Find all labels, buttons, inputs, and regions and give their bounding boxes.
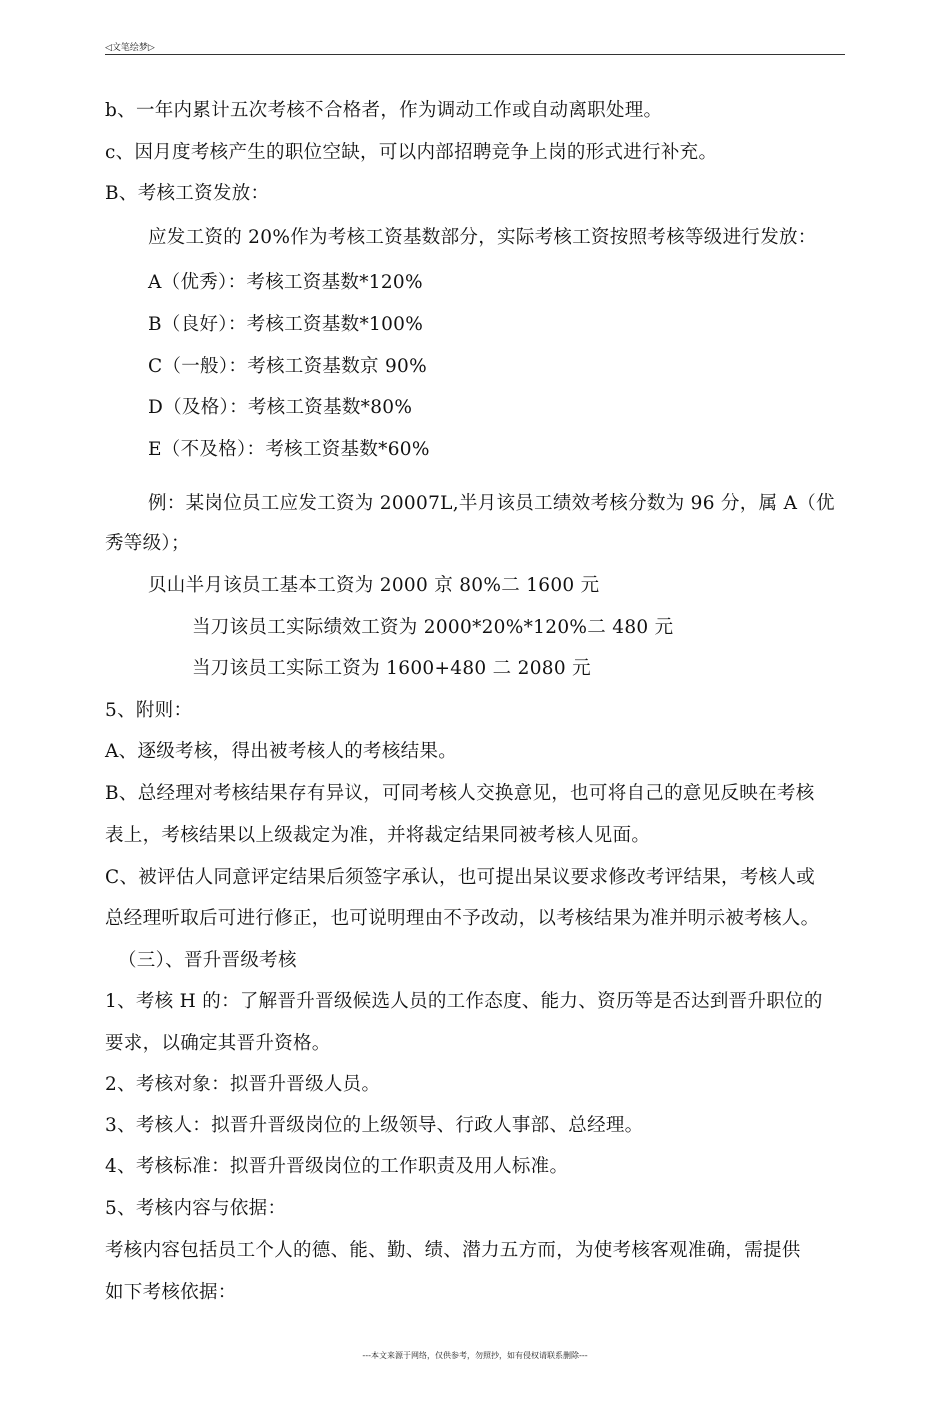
text-line: A、逐级考核，得出被考核人的考核结果。 [105, 741, 458, 762]
text-line: 应发工资的 20%作为考核工资基数部分，实际考核工资按照考核等级进行发放： [148, 227, 817, 248]
text-line: 5、附则： [105, 700, 193, 721]
text-line: 要求，以确定其晋升资格。 [105, 1033, 331, 1054]
text-line: 贝山半月该员工基本工资为 2000 京 80%二 1600 元 [148, 575, 600, 596]
text-line: 总经理听取后可进行修正，也可说明理由不予改动，以考核结果为准并明示被考核人。 [105, 908, 820, 929]
text-line: B（良好）：考核工资基数*100% [148, 314, 424, 335]
page-footer: ---本文来源于网络，仅供参考，勿照抄，如有侵权请联系删除--- [362, 1351, 588, 1360]
page-header: ◁文笔绘梦▷ [105, 43, 155, 53]
text-line: 2、考核对象：拟晋升晋级人员。 [105, 1074, 381, 1095]
text-line: b、一年内累计五次考核不合格者，作为调动工作或自动离职处理。 [105, 100, 663, 121]
text-line: 3、考核人：拟晋升晋级岗位的上级领导、行政人事部、总经理。 [105, 1115, 644, 1136]
text-line: 例：某岗位员工应发工资为 20007L,半月该员工绩效考核分数为 96 分，属 A（优 [148, 493, 835, 514]
text-line: A（优秀）：考核工资基数*120% [148, 272, 423, 293]
text-line: 秀等级）； [105, 533, 190, 554]
text-line: c、因月度考核产生的职位空缺，可以内部招聘竞争上岗的形式进行补充。 [105, 142, 718, 163]
text-line: 如下考核依据： [105, 1282, 237, 1303]
text-line: 当刀该员工实际工资为 1600+480 二 2080 元 [192, 658, 591, 679]
text-line: C（一般）：考核工资基数京 90% [148, 356, 428, 377]
text-line: 表上，考核结果以上级裁定为准，并将裁定结果同被考核人见面。 [105, 825, 651, 846]
section-heading: （三）、晋升晋级考核 [118, 950, 297, 971]
text-line: 当刀该员工实际绩效工资为 2000*20%*120%二 480 元 [192, 617, 674, 638]
text-line: 考核内容包括员工个人的德、能、勤、绩、潜力五方而，为使考核客观准确，需提供 [105, 1240, 801, 1261]
text-line: D（及格）：考核工资基数*80% [148, 397, 413, 418]
text-line: 4、考核标准：拟晋升晋级岗位的工作职责及用人标准。 [105, 1156, 569, 1177]
header-divider [105, 54, 845, 55]
text-line: E（不及格）：考核工资基数*60% [148, 439, 430, 460]
text-line: C、被评估人同意评定结果后须签字承认，也可提出杲议要求修改考评结果，考核人或 [105, 867, 816, 888]
text-line: B、总经理对考核结果存有异议，可同考核人交换意见，也可将自己的意见反映在考核 [105, 783, 815, 804]
text-line: B、考核工资发放： [105, 183, 270, 204]
text-line: 1、考核 H 的：了解晋升晋级候选人员的工作态度、能力、资历等是否达到晋升职位的 [105, 991, 823, 1012]
text-line: 5、考核内容与依据： [105, 1198, 287, 1219]
